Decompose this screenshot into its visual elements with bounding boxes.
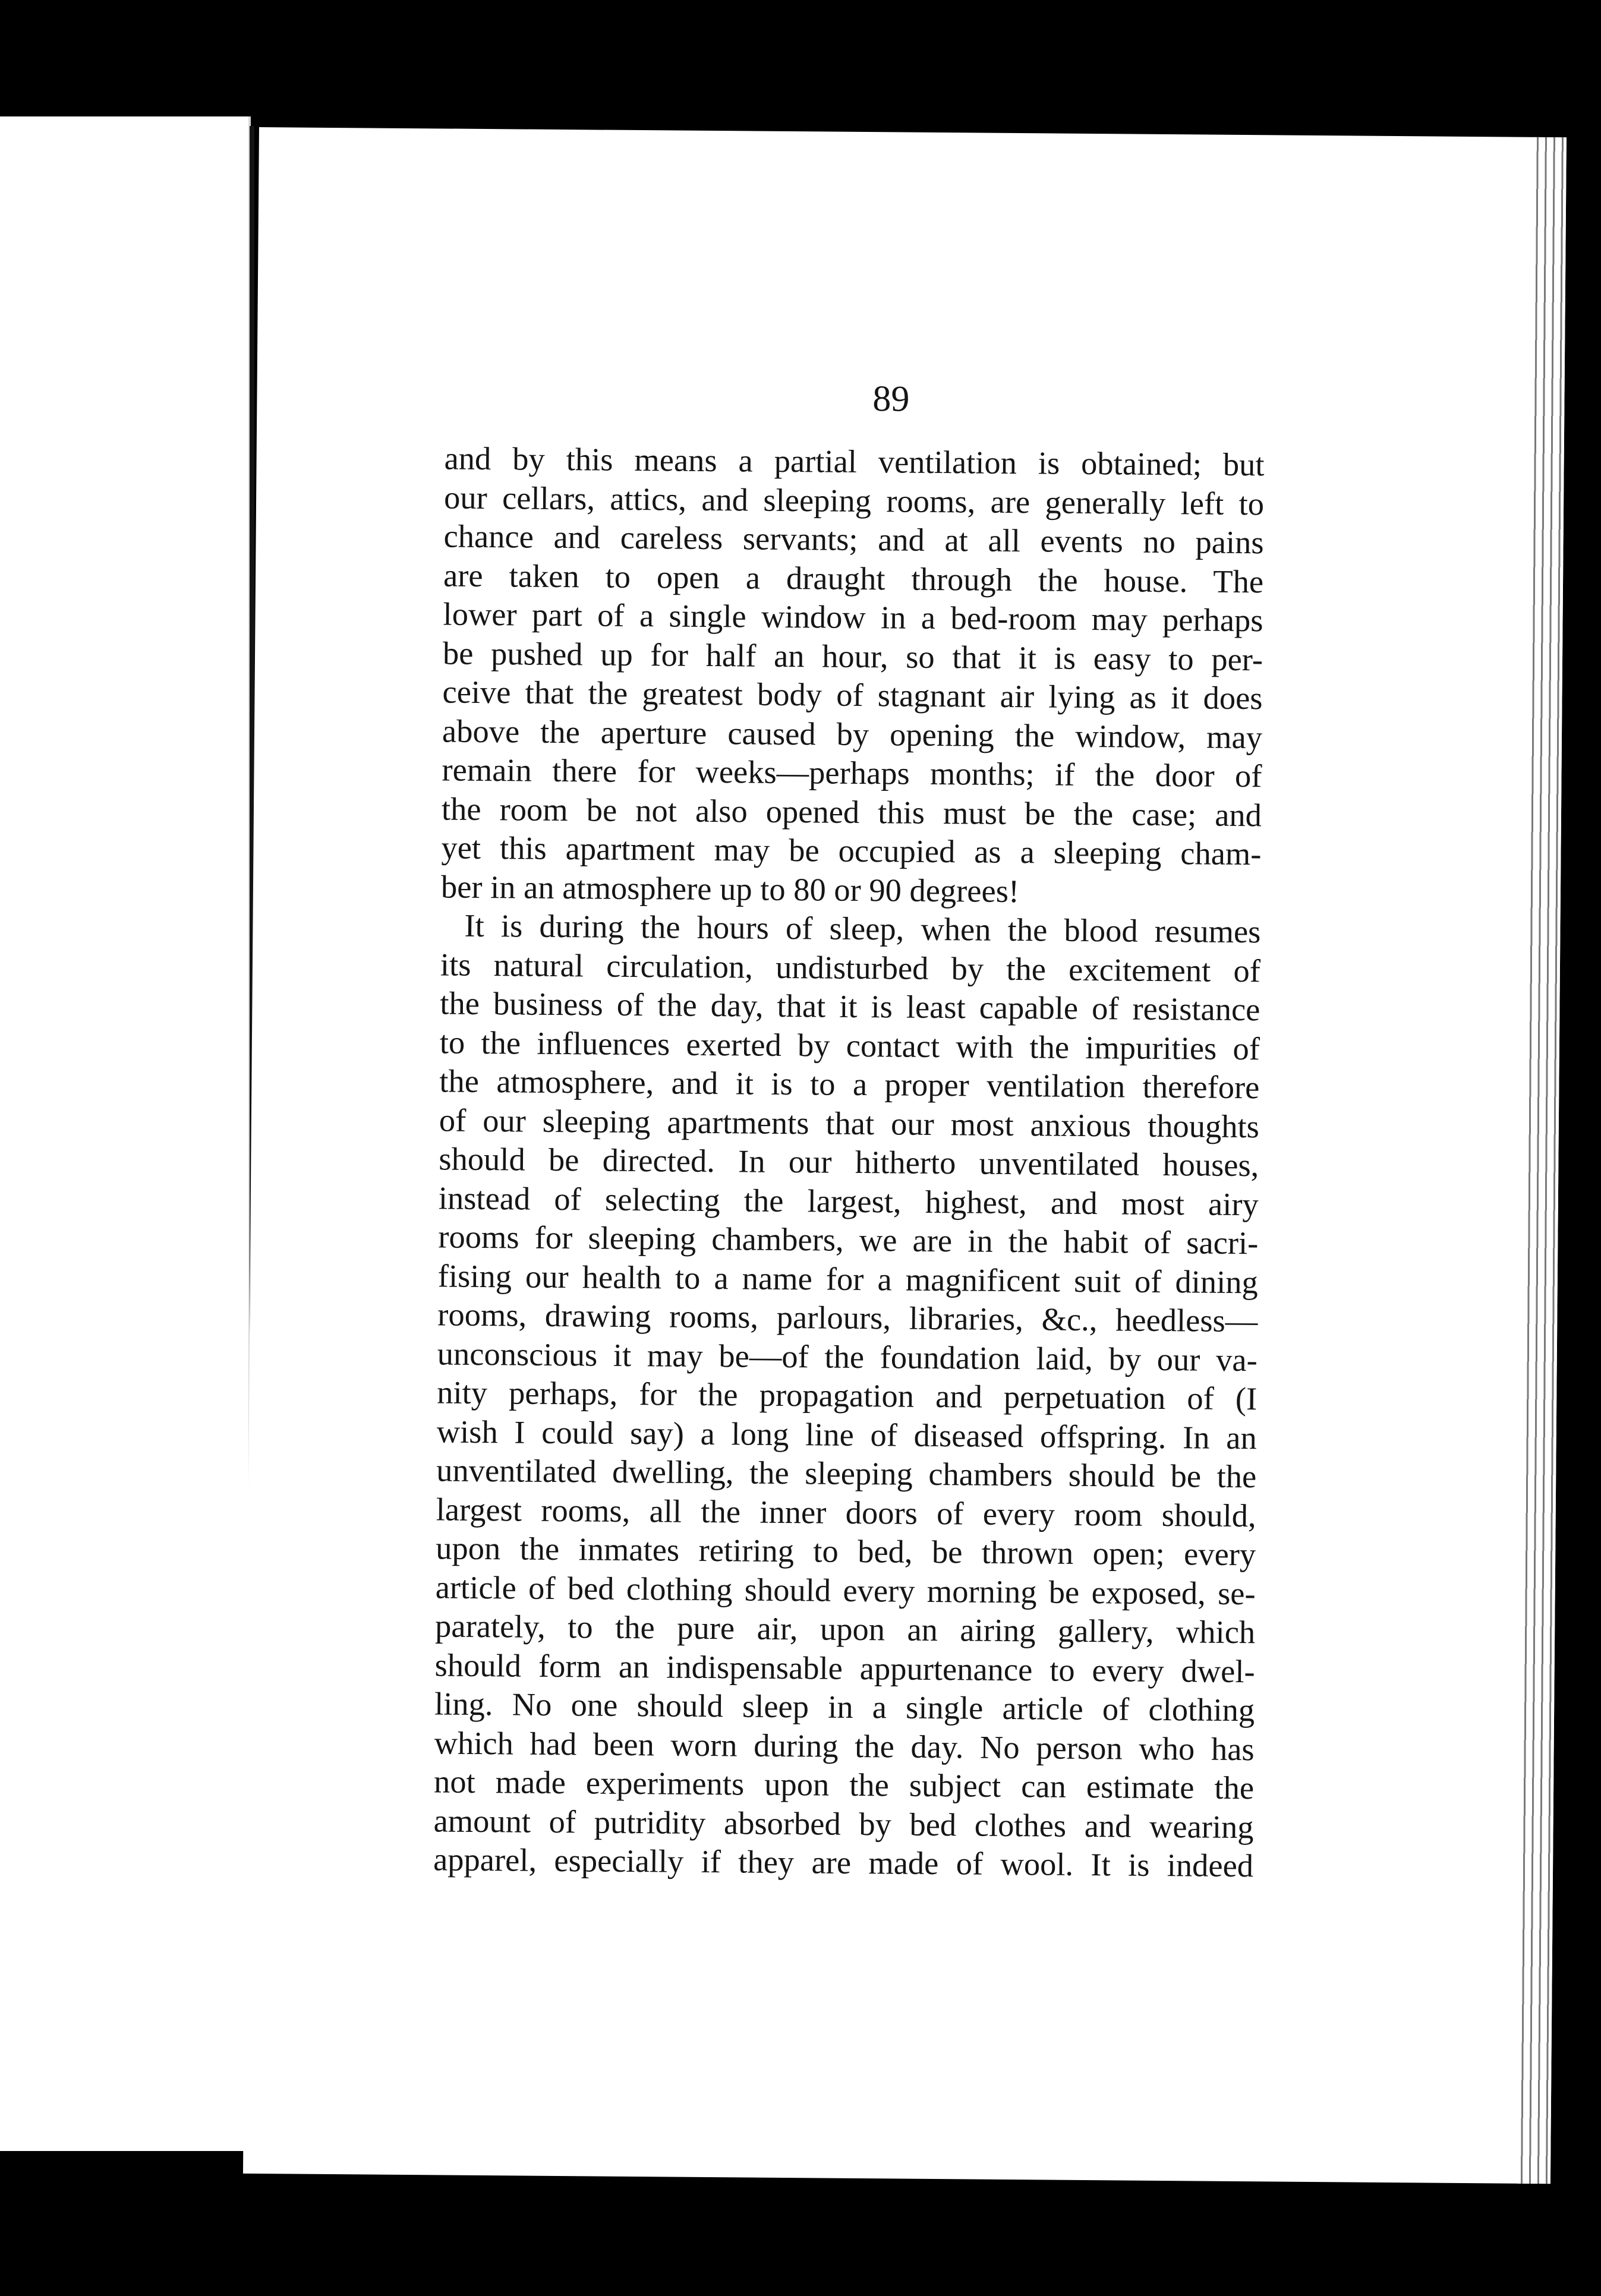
paragraph-1 <box>441 439 1265 912</box>
page-edge <box>1517 137 1567 2184</box>
text-line: yet this apartment may be occupied as a sleeping cham- <box>441 829 1262 872</box>
text-line: should be directed. In our hitherto unventilated houses, <box>439 1140 1259 1184</box>
text-line: ling. No one should sleep in a single article of clothing <box>434 1685 1255 1729</box>
text-line: ceive that the greatest body of stagnant air lying as it does <box>442 673 1263 717</box>
text-line: the business of the day, that it is least capable of resistance <box>440 985 1260 1028</box>
text-line: unconscious it may be—of the foundation laid, by our va- <box>437 1335 1258 1378</box>
body-text <box>433 439 1265 1885</box>
text-line: to the influences exerted by contact with the impurities of <box>439 1023 1260 1067</box>
text-line: which had been worn during the day. No person who has <box>434 1724 1255 1767</box>
text-line: should form an indispensable appurtenance to every dwel- <box>434 1646 1255 1689</box>
text-line: wish I could say) a long line of diseased offspring. In an <box>436 1412 1257 1456</box>
text-line: the room be not also opened this must be the case; and <box>441 790 1262 833</box>
text-line: unventilated dwelling, the sleeping chambers should be the <box>436 1452 1257 1495</box>
text-line: rooms for sleeping chambers, we are in the habit of sacri- <box>438 1218 1259 1261</box>
text-line: above the aperture caused by opening the window, may <box>442 712 1263 755</box>
text-line: ber in an atmosphere up to 80 or 90 degrees! <box>440 868 1020 909</box>
book-page <box>243 127 1567 2184</box>
text-line: and by this means a partial ventilation is obtained; but <box>444 440 1265 483</box>
page-number: 89 <box>872 379 910 420</box>
text-line: instead of selecting the largest, highest, and most airy <box>438 1179 1259 1222</box>
text-line: its natural circulation, undisturbed by the excitement of <box>440 945 1261 989</box>
text-line: be pushed up for half an hour, so that it is easy to per- <box>442 634 1263 677</box>
paragraph-2 <box>433 906 1261 1885</box>
text-line: apparel, especially if they are made of wool. It is indeed <box>433 1841 1254 1884</box>
text-line: lower part of a single window in a bed-room may perhaps <box>443 595 1263 639</box>
text-line: of our sleeping apartments that our most anxious thoughts <box>439 1101 1260 1144</box>
text-line: chance and careless servants; and at all events no pains <box>443 518 1264 561</box>
text-line: not made experiments upon the subject can estimate the <box>433 1763 1255 1806</box>
text-line: article of bed clothing should every morning be exposed, se- <box>435 1568 1256 1611</box>
text-line: upon the inmates retiring to bed, be thrown open; every <box>435 1529 1256 1573</box>
text-line: largest rooms, all the inner doors of every room should, <box>436 1490 1256 1534</box>
text-line: parately, to the pure air, upon an airing gallery, which <box>434 1607 1256 1651</box>
text-line: are taken to open a draught through the house. The <box>443 556 1264 600</box>
text-line: remain there for weeks—perhaps months; if the door of <box>442 751 1262 794</box>
text-line: fising our health to a name for a magnificent suit of dining <box>437 1257 1259 1300</box>
text-line: nity perhaps, for the propagation and perpetuation of (I <box>437 1374 1258 1417</box>
text-line: rooms, drawing rooms, parlours, libraries, &c., heedless— <box>437 1296 1258 1339</box>
text-line: the atmosphere, and it is to a proper ventilation therefore <box>439 1062 1260 1106</box>
text-line: It is during the hours of sleep, when the blood resumes <box>464 907 1261 950</box>
text-line: our cellars, attics, and sleeping rooms, are generally left to <box>443 478 1265 522</box>
text-line: amount of putridity absorbed by bed clothes and wearing <box>433 1802 1254 1845</box>
facing-page <box>0 116 251 2151</box>
